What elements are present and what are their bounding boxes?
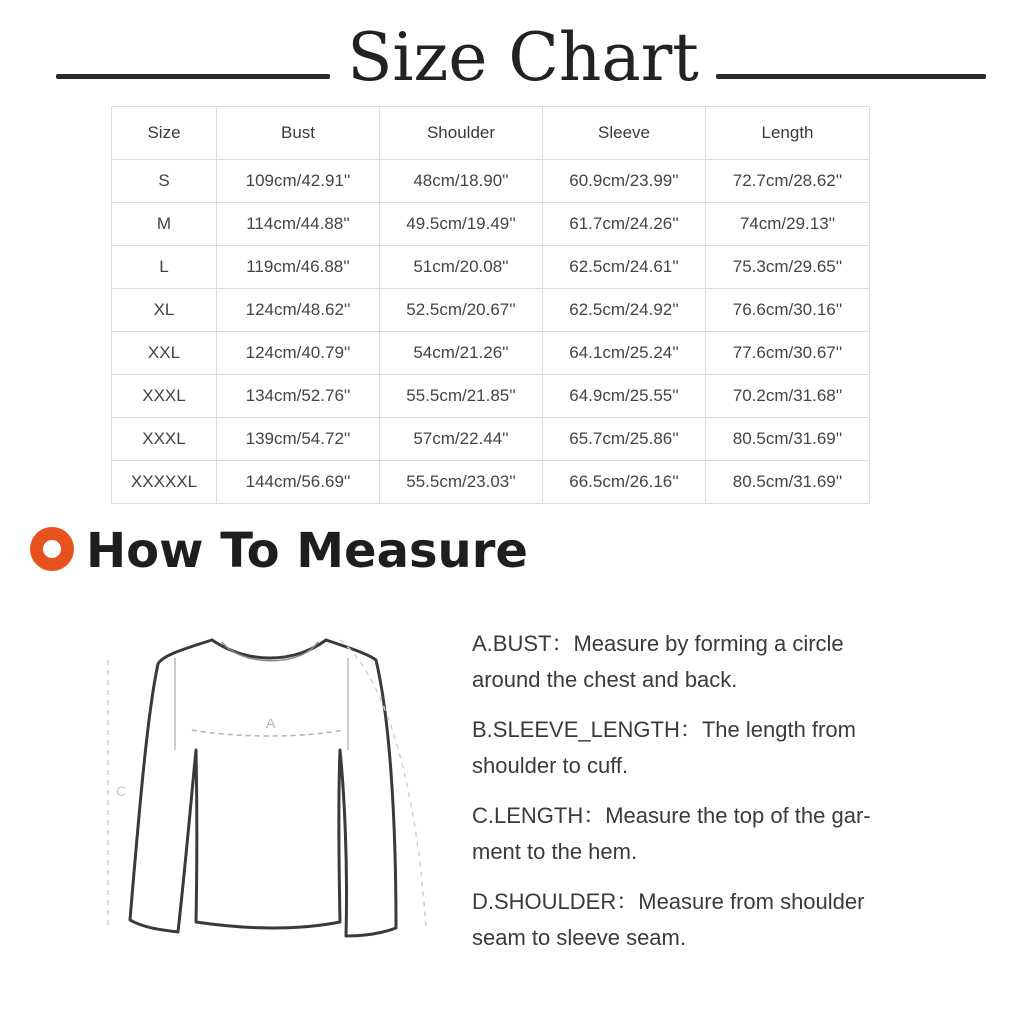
label-c: C [116, 783, 127, 799]
column-header-size: Size [112, 107, 217, 160]
shoulder-cell: 51cm/20.08'' [380, 246, 543, 289]
size-cell: XL [112, 289, 217, 332]
shoulder-cell: 55.5cm/21.85'' [380, 375, 543, 418]
table-row [112, 160, 870, 203]
instruction-line: ment to the hem. [472, 839, 638, 864]
bust-cell: 144cm/56.69'' [217, 461, 380, 504]
table-row [112, 289, 870, 332]
table-row [112, 375, 870, 418]
length-cell: 80.5cm/31.69'' [706, 461, 870, 504]
column-header-bust: Bust [217, 107, 380, 160]
instruction-line: D.SHOULDER：Measure from shoulder [472, 889, 865, 914]
size-cell: XXXL [112, 375, 217, 418]
instruction-line: seam to sleeve seam. [472, 925, 686, 950]
column-header-length: Length [706, 107, 870, 160]
shoulder-cell: 57cm/22.44'' [380, 418, 543, 461]
size-table [111, 106, 870, 504]
column-header-shoulder: Shoulder [380, 107, 543, 160]
instruction-bust [472, 626, 942, 698]
table-row [112, 246, 870, 289]
sleeve-cell: 60.9cm/23.99'' [543, 160, 706, 203]
size-cell: XXXXXL [112, 461, 217, 504]
instruction-line: C.LENGTH：Measure the top of the gar- [472, 803, 871, 828]
length-cell: 80.5cm/31.69'' [706, 418, 870, 461]
bust-cell: 124cm/48.62'' [217, 289, 380, 332]
shoulder-cell: 55.5cm/23.03'' [380, 461, 543, 504]
length-cell: 77.6cm/30.67'' [706, 332, 870, 375]
size-cell: S [112, 160, 217, 203]
table-row [112, 332, 870, 375]
shoulder-cell: 49.5cm/19.49'' [380, 203, 543, 246]
instruction-line: B.SLEEVE_LENGTH：The length from [472, 717, 856, 742]
length-cell: 72.7cm/28.62'' [706, 160, 870, 203]
length-cell: 75.3cm/29.65'' [706, 246, 870, 289]
bust-cell: 139cm/54.72'' [217, 418, 380, 461]
instruction-line: around the chest and back. [472, 667, 738, 692]
title-row [0, 18, 1024, 98]
title-rule-left [56, 74, 330, 79]
length-cell: 70.2cm/31.68'' [706, 375, 870, 418]
sleeve-cell: 65.7cm/25.86'' [543, 418, 706, 461]
page-title: Size Chart [347, 19, 699, 96]
sleeve-cell: 62.5cm/24.92'' [543, 289, 706, 332]
measure-instructions [472, 626, 942, 970]
table-header-row [112, 107, 870, 160]
size-cell: XXXL [112, 418, 217, 461]
size-cell: L [112, 246, 217, 289]
sleeve-cell: 61.7cm/24.26'' [543, 203, 706, 246]
instruction-length [472, 798, 942, 870]
bust-cell: 109cm/42.91'' [217, 160, 380, 203]
length-cell: 74cm/29.13'' [706, 203, 870, 246]
bust-cell: 124cm/40.79'' [217, 332, 380, 375]
label-a: A [266, 715, 276, 731]
sleeve-cell: 66.5cm/26.16'' [543, 461, 706, 504]
length-cell: 76.6cm/30.16'' [706, 289, 870, 332]
shoulder-cell: 48cm/18.90'' [380, 160, 543, 203]
bullet-icon [30, 527, 74, 571]
shoulder-cell: 54cm/21.26'' [380, 332, 543, 375]
section-title: How To Measure [86, 523, 528, 579]
garment-illustration [100, 600, 440, 960]
bust-cell: 119cm/46.88'' [217, 246, 380, 289]
instruction-sleeve-length [472, 712, 942, 784]
instruction-line: A.BUST：Measure by forming a circle [472, 631, 844, 656]
sleeve-cell: 64.1cm/25.24'' [543, 332, 706, 375]
table-row [112, 418, 870, 461]
instruction-shoulder [472, 884, 942, 956]
bust-cell: 114cm/44.88'' [217, 203, 380, 246]
size-cell: M [112, 203, 217, 246]
title-rule-right [716, 74, 986, 79]
sleeve-cell: 62.5cm/24.61'' [543, 246, 706, 289]
table-row [112, 461, 870, 504]
instruction-line: shoulder to cuff. [472, 753, 629, 778]
table-row [112, 203, 870, 246]
shoulder-cell: 52.5cm/20.67'' [380, 289, 543, 332]
column-header-sleeve: Sleeve [543, 107, 706, 160]
size-cell: XXL [112, 332, 217, 375]
bust-cell: 134cm/52.76'' [217, 375, 380, 418]
sleeve-cell: 64.9cm/25.55'' [543, 375, 706, 418]
